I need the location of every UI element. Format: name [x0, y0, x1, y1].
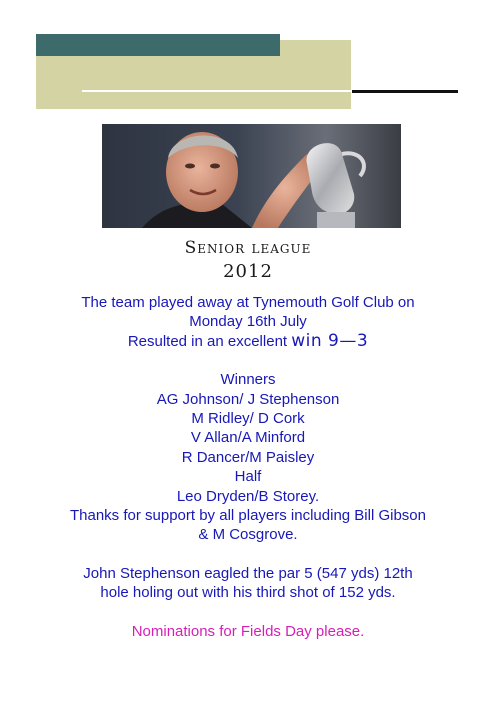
thanks-line: Thanks for support by all players including Bill Gibson: [69, 507, 426, 525]
winner-pair: V Allan/A Minford: [190, 429, 306, 447]
winners-heading: Winners: [220, 371, 276, 389]
page-title: Senior league: [184, 238, 312, 258]
nominations-notice: Nominations for Fields Day please.: [131, 622, 365, 640]
spacer: [40, 545, 456, 564]
match-report: [40, 293, 456, 641]
half-pair: Leo Dryden/B Storey.: [176, 487, 320, 505]
header-teal-bar: [36, 34, 280, 56]
spacer: [40, 351, 456, 370]
report-line-result: [40, 332, 456, 351]
eagle-line: hole holing out with his third shot of 152 yds.: [100, 584, 396, 602]
golfer-trophy-photo: [102, 124, 401, 228]
winner-pair: M Ridley/ D Cork: [191, 410, 305, 428]
winner-pair: R Dancer/M Paisley: [181, 448, 315, 466]
half-heading: Half: [234, 468, 262, 486]
header-rule-dark: [352, 90, 458, 93]
report-line-date: Monday 16th July: [189, 313, 307, 331]
result-score: win 9—3: [291, 330, 369, 351]
header-rule-light: [82, 90, 352, 92]
winner-pair: AG Johnson/ J Stephenson: [156, 390, 340, 408]
eagle-line: John Stephenson eagled the par 5 (547 yds) 12th: [83, 564, 413, 582]
report-line-venue: The team played away at Tynemouth Golf Club on: [81, 294, 415, 311]
spacer: [40, 603, 456, 622]
thanks-line: & M Cosgrove.: [198, 526, 298, 544]
page-year: 2012: [223, 261, 273, 282]
photo-illustration: [102, 124, 401, 228]
result-prefix: Resulted in an excellent: [127, 332, 292, 350]
